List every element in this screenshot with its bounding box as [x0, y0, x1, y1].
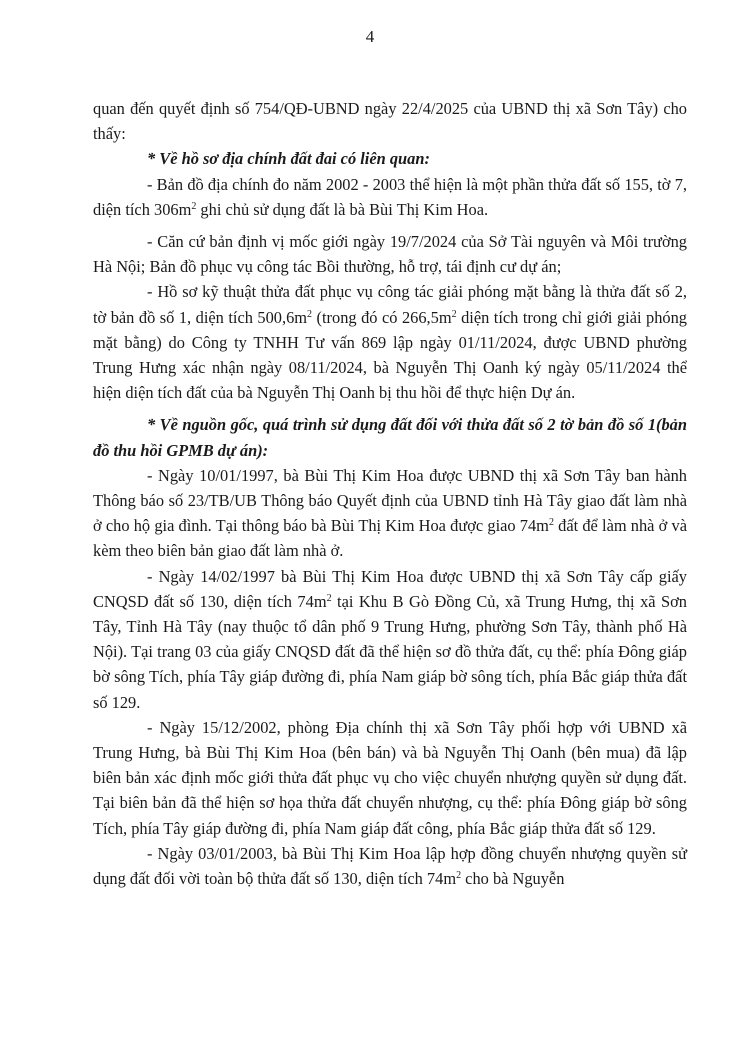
paragraph-1997-certificate: - Ngày 14/02/1997 bà Bùi Thị Kim Hoa được UBND thị xã Sơn Tây cấp giấy CNQSD đất số 130, diện tích $74m^2$ tại Khu B Gò Đồng Củ, xã Trung Hưng, thị xã Sơn Tây, Tỉnh Hà Tây (nay thuộc tổ dân phố 9 Trung Hưng, phường Sơn Tây, thành phố Hà Nội). Tại trang 03 của giấy CNQSD đất đã thể hiện sơ đồ thửa đất, cụ thể: phía Đông giáp bờ sông Tích, phía Tây giáp đường đi, phía Nam giáp bờ sông tích, phía Bắc giáp thửa đất số 129. — [93, 566, 687, 712]
paragraph-2002-boundary: - Ngày 15/12/2002, phòng Địa chính thị xã Sơn Tây phối hợp với UBND xã Trung Hưng, bà Bùi Thị Kim Hoa (bên bán) và bà Nguyễn Thị Oanh (bên mua) đã lập biên bản xác định mốc giới thửa đất phục vụ cho việc chuyển nhượng quyền sử dụng đất. Tại biên bản đã thể hiện sơ họa thửa đất chuyển nhượng, cụ thể: phía Đông giáp bờ sông Tích, phía Tây giáp đường đi, phía Nam giáp đất công, phía Bắc giáp thửa đất số 129. — [93, 717, 687, 838]
section-heading-cadastral: * Về hồ sơ địa chính đất đai có liên quan: — [147, 149, 430, 169]
paragraph-1997-notice: - Ngày 10/01/1997, bà Bùi Thị Kim Hoa được UBND thị xã Sơn Tây ban hành Thông báo số 23/TB/UB Thông báo Quyết định của UBND tỉnh Hà Tây giao đất làm nhà ở cho hộ gia đình. Tại thông báo bà Bùi Thị Kim Hoa được giao $74m^2$ đất để làm nhà ở và kèm theo biên bản giao đất làm nhà ở. — [93, 465, 687, 561]
document-body — [93, 96, 687, 891]
section-heading-origin: * Về nguồn gốc, quá trình sử dụng đất đối với thửa đất số 2 tờ bản đồ số 1(bản đồ thu hồi GPMB dự án): — [93, 415, 687, 460]
page-number: 4 — [365, 27, 375, 46]
paragraph-2003-transfer: - Ngày 03/01/2003, bà Bùi Thị Kim Hoa lập hợp đồng chuyển nhượng quyền sử dụng đất đối vời toàn bộ thửa đất số 130, diện tích $74m^2$ cho bà Nguyễn — [93, 843, 687, 889]
paragraph-technical-file: - Hồ sơ kỹ thuật thửa đất phục vụ công tác giải phóng mặt bằng là thửa đất số 2, tờ bản đồ số 1, diện tích $500,6m^2$ (trong đó có $266,5m^2$ diện tích trong chỉ giới giải phóng mặt bằng) do Công ty TNHH Tư vấn 869 lập ngày 01/11/2024, được UBND phường Trung Hưng xác nhận ngày 08/11/2024, bà Nguyễn Thị Oanh ký ngày 05/11/2024 thể hiện diện tích đất của bà Nguyễn Thị Oanh bị thu hồi để thực hiện Dự án. — [93, 282, 687, 403]
paragraph-cadastral-map: - Bản đồ địa chính đo năm 2002 - 2003 thể hiện là một phần thửa đất số 155, tờ 7, diện tích $306m^2$ ghi chủ sử dụng đất là bà Bùi Thị Kim Hoa. — [93, 174, 687, 219]
paragraph-intro: quan đến quyết định số 754/QĐ-UBND ngày 22/4/2025 của UBND thị xã Sơn Tây) cho thấy: — [93, 99, 687, 144]
paragraph-boundary-basis: - Căn cứ bản định vị mốc giới ngày 19/7/2024 của Sở Tài nguyên và Môi trường Hà Nội; Bản đồ phục vụ công tác Bồi thường, hỗ trợ, tái định cư dự án; — [93, 232, 687, 277]
